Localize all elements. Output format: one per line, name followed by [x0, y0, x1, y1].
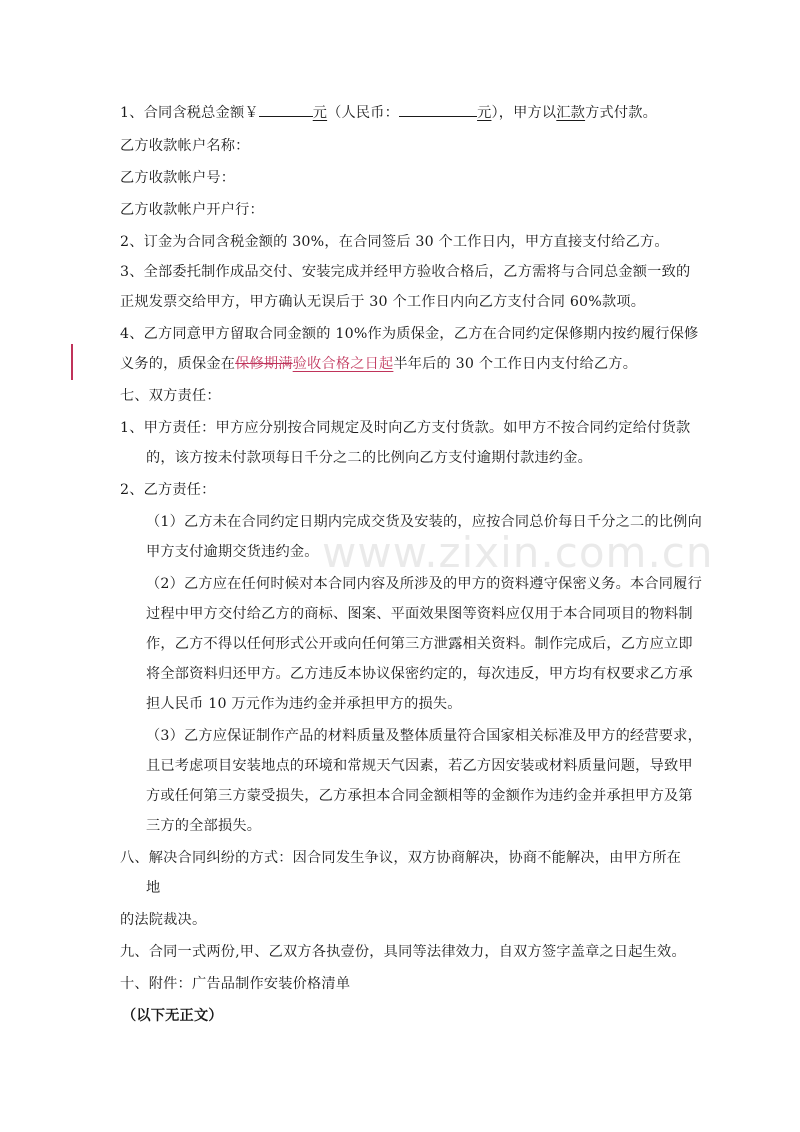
party-a-duty-line-2: 的，该方按未付款项每日千分之二的比例向乙方支付逾期付款违约金。 — [146, 450, 593, 466]
inserted-text: 验收合格之日起 — [292, 356, 394, 372]
payment-total-prefix: 1、合同含税总金额￥ — [120, 105, 259, 121]
party-b-item-3-line-2: 且已考虑项目安装地点的环境和常规天气因素，若乙方因安装或材料质量问题，导致甲 — [146, 758, 693, 774]
party-b-item-2-line-3: 作，乙方不得以任何形式公开或向任何第三方泄露相关资料。制作完成后，乙方应立即 — [146, 636, 693, 652]
party-a-duty-line-1: 1、甲方责任：甲方应分别按合同规定及时向乙方支付货款。如甲方不按合同约定给付货款 — [120, 420, 691, 436]
party-b-item-3-line-4: 三方的全部损失。 — [146, 818, 262, 834]
party-b-item-2-line-5: 担人民币 10 万元作为违约金并承担甲方的损失。 — [146, 696, 462, 712]
rmb-unit: 元 — [477, 105, 492, 121]
payment-method-prefix: ），甲方以 — [491, 105, 557, 121]
payment-method: 汇款 — [556, 105, 586, 121]
deleted-text: 保修期满 — [235, 356, 293, 372]
section-9: 九、合同一式两份,甲、乙双方各执壹份，具同等法律效力，自双方签字盖章之日起生效。 — [120, 944, 686, 960]
rmb-label: （人民币： — [327, 105, 400, 121]
warranty-clause-line-1: 4、乙方同意甲方留取合同金额的 10%作为质保金，乙方在合同约定保修期内按约履行保修 — [120, 326, 699, 342]
account-number-label: 乙方收款帐户号： — [120, 170, 236, 186]
section-7-title: 七、双方责任： — [120, 388, 221, 404]
account-name-label: 乙方收款帐户名称： — [120, 138, 250, 154]
warranty-end: 半年后的 30 个工作日内支付给乙方。 — [393, 356, 638, 372]
invoice-clause-line-2: 正规发票交给甲方，甲方确认无误后于 30 个工作日内向乙方支付合同 60%款项。 — [120, 294, 646, 310]
section-8-line-2: 地 — [146, 880, 161, 896]
end-note: （以下无正文） — [122, 1008, 223, 1024]
party-b-item-2-line-1: （2）乙方应在任何时候对本合同内容及所涉及的甲方的资料遵守保密义务。本合同履行 — [146, 576, 702, 592]
party-b-item-1-line-1: （1）乙方未在合同约定日期内完成交货及安装的，应按合同总价每日千分之二的比例向 — [146, 514, 702, 530]
amount-blank — [259, 102, 313, 117]
invoice-clause-line-1: 3、全部委托制作成品交付、安装完成并经甲方验收合格后，乙方需将与合同总金额一致的 — [120, 264, 691, 280]
warranty-clause-line-2 — [120, 354, 637, 374]
party-b-item-2-line-2: 过程中甲方交付给乙方的商标、图案、平面效果图等资料应仅用于本合同项目的物料制 — [146, 606, 693, 622]
payment-total-line — [120, 102, 657, 123]
warranty-start: 义务的，质保金在 — [120, 356, 236, 372]
section-8-line-3: 的法院裁决。 — [120, 912, 207, 928]
watermark: www.zixin.com.cn — [322, 528, 714, 577]
deposit-clause: 2、订金为合同含税金额的 30%，在合同签后 30 个工作日内，甲方直接支付给乙方。 — [120, 234, 669, 250]
party-b-item-1-line-2: 甲方支付逾期交货违约金。 — [146, 544, 319, 560]
payment-method-suffix: 方式付款。 — [585, 105, 658, 121]
party-b-item-3-line-1: （3）乙方应保证制作产品的材料质量及整体质量符合国家相关标准及甲方的经营要求， — [146, 728, 702, 744]
party-b-item-2-line-4: 将全部资料归还甲方。乙方违反本协议保密约定的，每次违反，甲方均有权要求乙方承 — [146, 666, 693, 682]
party-b-item-3-line-3: 方或任何第三方蒙受损失，乙方承担本合同金额相等的金额作为违约金并承担甲方及第 — [146, 788, 693, 804]
account-bank-label: 乙方收款帐户开户行： — [120, 202, 264, 218]
revision-bar — [71, 344, 73, 380]
section-10: 十、附件：广告品制作安装价格清单 — [120, 976, 351, 992]
party-b-duty-title: 2、乙方责任： — [120, 482, 216, 498]
amount-unit: 元 — [312, 105, 328, 121]
rmb-blank — [399, 102, 477, 117]
section-8-line-1: 八、解决合同纠纷的方式：因合同发生争议，双方协商解决，协商不能解决，由甲方所在 — [120, 850, 682, 866]
